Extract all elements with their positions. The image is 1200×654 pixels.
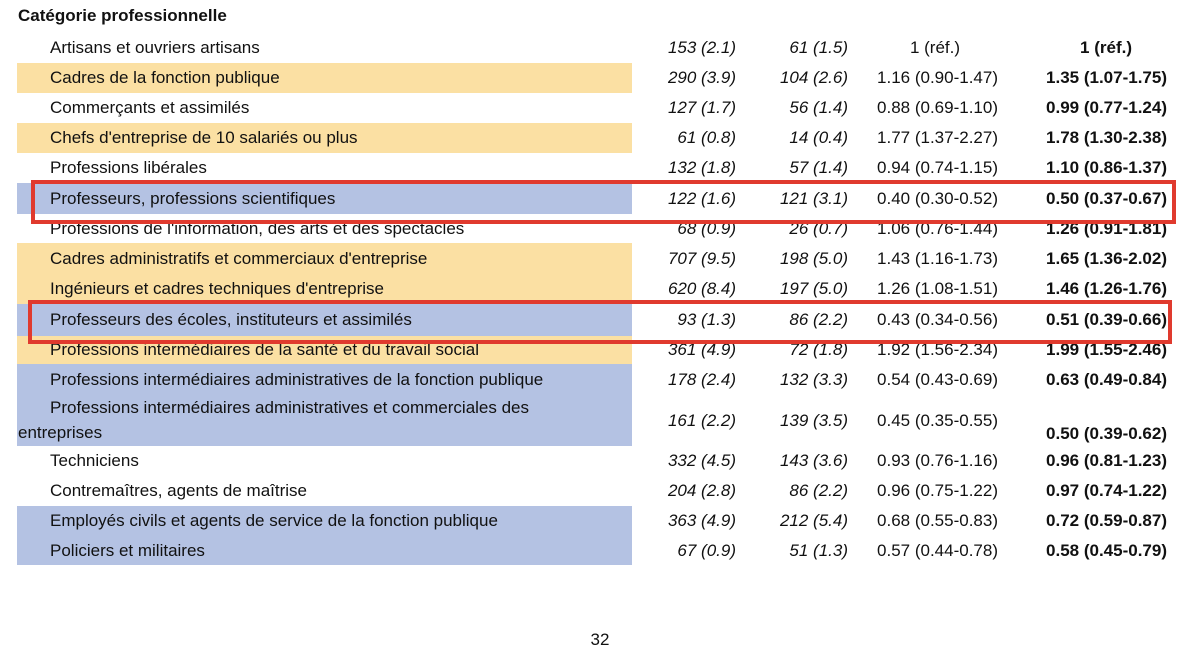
row-label: Contremaîtres, agents de maîtrise [50, 481, 308, 500]
cell-ratio-crude: 0.68 (0.55-0.83) [877, 511, 998, 530]
table-row [0, 446, 1200, 476]
cell-count-2: 61 (1.5) [789, 38, 848, 57]
cell-count-2: 86 (2.2) [789, 310, 848, 329]
cell-count-2: 72 (1.8) [789, 340, 848, 359]
cell-ratio-adjusted: 1.99 (1.55-2.46) [1046, 340, 1167, 359]
cell-ratio-crude: 1.26 (1.08-1.51) [877, 279, 998, 298]
cell-ratio-crude: 1.77 (1.37-2.27) [877, 128, 998, 147]
cell-count-2: 212 (5.4) [779, 511, 848, 530]
cell-ratio-crude: 1.16 (0.90-1.47) [877, 68, 998, 87]
cell-count-1: 332 (4.5) [667, 451, 736, 470]
cell-count-1: 93 (1.3) [677, 310, 736, 329]
row-label: Chefs d'entreprise de 10 salariés ou plus [50, 128, 358, 147]
row-label: Professions intermédiaires de la santé et du travail social [50, 340, 479, 359]
cell-ratio-adjusted: 1.65 (1.36-2.02) [1046, 248, 1167, 268]
row-label: Professeurs, professions scientifiques [50, 188, 336, 208]
cell-ratio-crude: 0.96 (0.75-1.22) [877, 481, 998, 500]
cell-ratio-crude: 0.57 (0.44-0.78) [877, 540, 998, 560]
row-label: Cadres de la fonction publique [50, 68, 280, 87]
cell-count-1: 68 (0.9) [677, 218, 736, 238]
cell-count-1: 127 (1.7) [667, 98, 736, 117]
cell-count-2: 86 (2.2) [789, 481, 848, 500]
cell-count-1: 620 (8.4) [667, 279, 736, 298]
cell-ratio-crude: 0.93 (0.76-1.16) [877, 451, 998, 470]
row-label: Policiers et militaires [50, 540, 205, 560]
table-row [0, 33, 1200, 63]
row-label: Artisans et ouvriers artisans [50, 38, 260, 57]
cell-count-1: 153 (2.1) [667, 38, 736, 57]
table-row [0, 123, 1200, 153]
cell-count-1: 290 (3.9) [667, 68, 736, 87]
cell-count-2: 14 (0.4) [789, 128, 848, 147]
red-highlight-box [28, 300, 1172, 344]
cell-count-2: 139 (3.5) [779, 410, 848, 430]
cell-ratio-crude: 0.40 (0.30-0.52) [877, 188, 998, 208]
cell-ratio-crude: 0.88 (0.69-1.10) [877, 98, 998, 117]
cell-ratio-adjusted: 0.51 (0.39-0.66) [1046, 310, 1167, 329]
cell-ratio-adjusted: 1.78 (1.30-2.38) [1046, 128, 1167, 147]
cell-ratio-adjusted: 0.99 (0.77-1.24) [1046, 98, 1167, 117]
cell-ratio-crude: 0.45 (0.35-0.55) [877, 410, 998, 430]
page-number: 32 [590, 630, 610, 649]
cell-ratio-adjusted: 1.35 (1.07-1.75) [1046, 68, 1167, 87]
cell-count-1: 707 (9.5) [667, 248, 736, 268]
cell-ratio-crude: 0.43 (0.34-0.56) [877, 310, 998, 329]
table-row [0, 364, 1200, 395]
cell-ratio-crude: 1.43 (1.16-1.73) [877, 248, 998, 268]
row-label: Commerçants et assimilés [50, 98, 250, 117]
cell-ratio-crude: 1 (réf.) [909, 38, 960, 57]
cell-count-2: 56 (1.4) [789, 98, 848, 117]
cell-ratio-adjusted: 0.50 (0.37-0.67) [1046, 188, 1167, 208]
table-row [0, 395, 1200, 446]
row-label: Professions intermédiaires administratives et commerciales des entreprises [18, 398, 530, 442]
cell-ratio-adjusted: 0.97 (0.74-1.22) [1046, 481, 1167, 500]
row-label: Professions libérales [50, 158, 207, 177]
row-label: Employés civils et agents de service de la fonction publique [50, 511, 498, 530]
cell-ratio-adjusted: 0.63 (0.49-0.84) [1046, 369, 1167, 389]
section-title: Catégorie professionnelle [18, 6, 227, 25]
table-row [0, 536, 1200, 565]
row-label: Cadres administratifs et commerciaux d'entreprise [50, 248, 428, 268]
cell-count-2: 26 (0.7) [789, 218, 848, 238]
table-row [0, 506, 1200, 536]
cell-count-2: 104 (2.6) [779, 68, 848, 87]
cell-count-1: 363 (4.9) [667, 511, 736, 530]
row-label: Professeurs des écoles, instituteurs et assimilés [50, 310, 412, 329]
cell-ratio-adjusted: 1 (réf.) [1080, 38, 1132, 57]
cell-ratio-adjusted: 0.58 (0.45-0.79) [1046, 540, 1167, 560]
row-label: Professions intermédiaires administratives de la fonction publique [50, 369, 544, 389]
cell-count-1: 178 (2.4) [667, 369, 736, 389]
cell-count-2: 57 (1.4) [789, 158, 848, 177]
cell-count-2: 132 (3.3) [779, 369, 848, 389]
cell-ratio-crude: 1.92 (1.56-2.34) [877, 340, 998, 359]
cell-count-1: 161 (2.2) [667, 410, 736, 430]
cell-count-1: 122 (1.6) [667, 188, 736, 208]
table-row [0, 153, 1200, 183]
cell-count-1: 204 (2.8) [667, 481, 736, 500]
red-highlight-box [31, 180, 1176, 224]
cell-ratio-crude: 0.94 (0.74-1.15) [877, 158, 998, 177]
table-row [0, 243, 1200, 274]
cell-ratio-adjusted: 1.46 (1.26-1.76) [1046, 279, 1167, 298]
cell-count-2: 121 (3.1) [779, 188, 848, 208]
cell-ratio-adjusted: 1.10 (0.86-1.37) [1046, 158, 1167, 177]
cell-count-2: 198 (5.0) [779, 248, 848, 268]
cell-ratio-crude: 1.06 (0.76-1.44) [877, 218, 998, 238]
cell-ratio-adjusted: 0.96 (0.81-1.23) [1046, 451, 1167, 470]
table-row [0, 476, 1200, 506]
cell-count-1: 361 (4.9) [667, 340, 736, 359]
cell-count-2: 143 (3.6) [779, 451, 848, 470]
cell-count-2: 197 (5.0) [779, 279, 848, 298]
row-label: Ingénieurs et cadres techniques d'entreprise [50, 279, 385, 298]
cell-count-1: 61 (0.8) [677, 128, 736, 147]
cell-ratio-adjusted: 0.50 (0.39-0.62) [1046, 424, 1167, 443]
cell-ratio-adjusted: 0.72 (0.59-0.87) [1046, 511, 1167, 530]
row-label: Professions de l'information, des arts et des spectacles [50, 218, 465, 238]
cell-count-1: 132 (1.8) [667, 158, 736, 177]
cell-count-2: 51 (1.3) [789, 540, 848, 560]
cell-ratio-crude: 0.54 (0.43-0.69) [877, 369, 998, 389]
cell-count-1: 67 (0.9) [677, 540, 736, 560]
table-row [0, 63, 1200, 93]
cell-ratio-adjusted: 1.26 (0.91-1.81) [1046, 218, 1167, 238]
row-label: Techniciens [50, 451, 139, 470]
table-row [0, 93, 1200, 123]
